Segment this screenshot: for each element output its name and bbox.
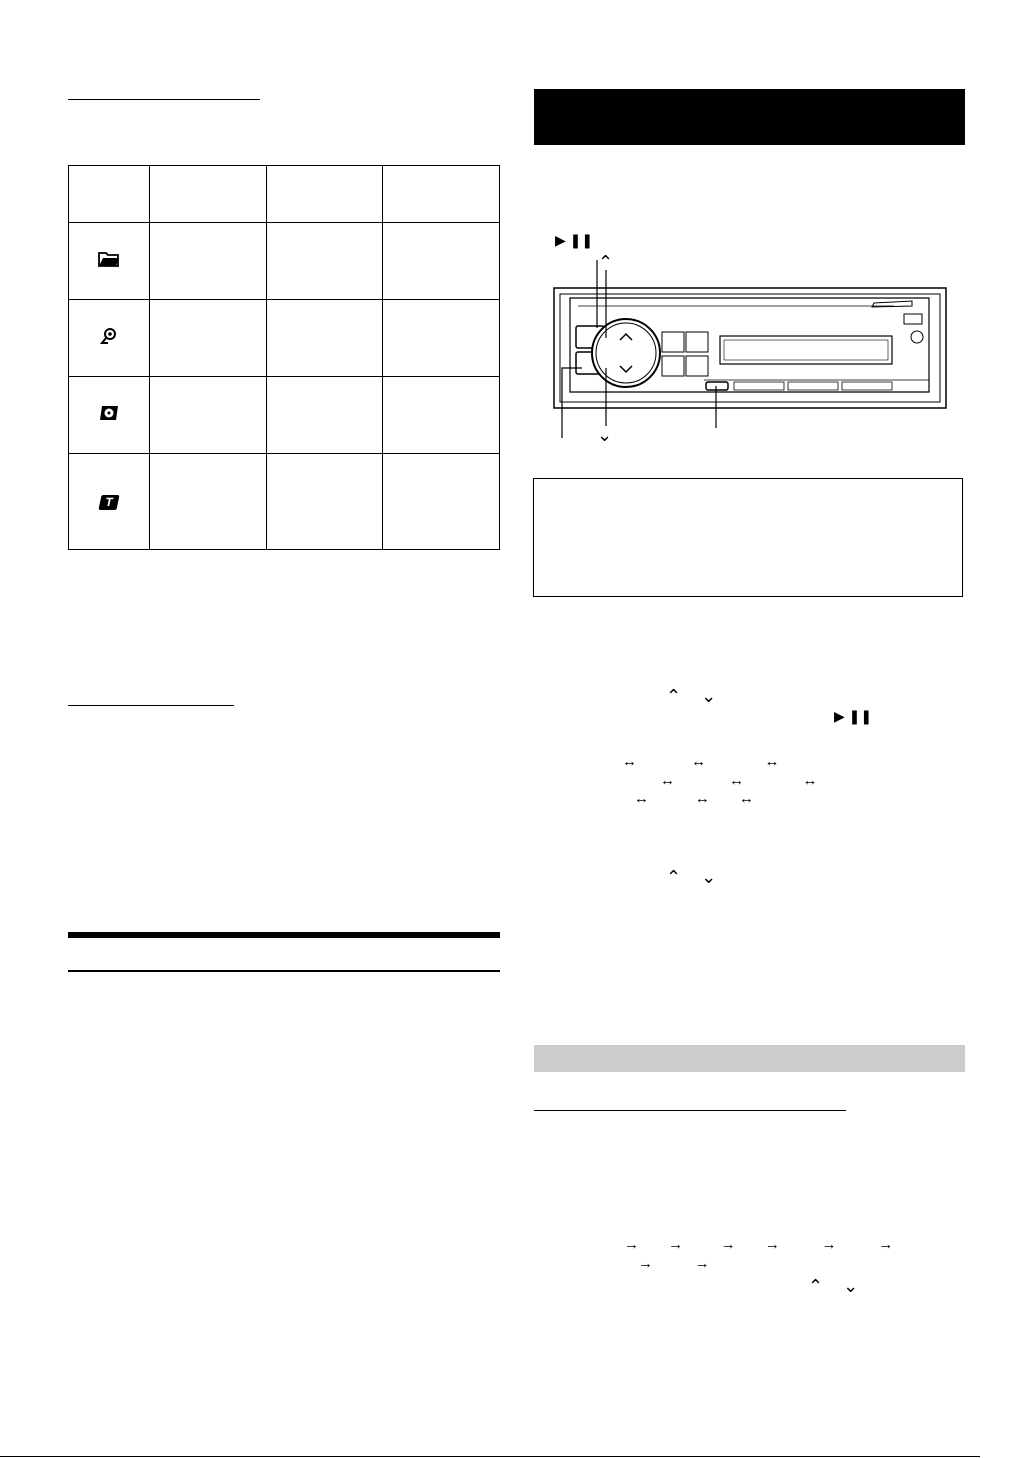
arrow-symbols: ⌃ ⌄: [808, 1276, 859, 1296]
section-divider-thin: [68, 970, 500, 972]
down-arrow-callout: ⌄: [597, 425, 613, 445]
table-cell: [383, 223, 500, 300]
artist-icon: [100, 327, 118, 345]
table-cell: [383, 377, 500, 454]
arrow-symbols: ⌃ ⌄: [666, 867, 717, 887]
table-cell: [383, 300, 500, 377]
table-cell: [150, 300, 267, 377]
title-icon: T: [98, 495, 119, 510]
table-cell: [266, 454, 383, 550]
note-box: [533, 478, 963, 597]
table-row: [69, 223, 500, 300]
play-pause-callout: ▶ ❚❚: [555, 232, 594, 248]
table-cell: [150, 454, 267, 550]
table-row: [69, 300, 500, 377]
section-divider-thick: [68, 932, 500, 938]
head-unit-illustration: [534, 240, 964, 440]
sequence-arrows: → → → → → →: [624, 1236, 894, 1253]
up-arrow-callout: ⌃: [598, 252, 614, 272]
table-row: [69, 454, 500, 550]
bidirectional-arrows: ↔ ↔ ↔: [634, 790, 755, 807]
table-cell: [266, 300, 383, 377]
table-cell: [69, 223, 150, 300]
icon-table: [68, 165, 500, 550]
table-cell: [69, 454, 150, 550]
bidirectional-arrows: ↔ ↔ ↔: [622, 753, 780, 770]
album-icon: [99, 405, 119, 421]
section-title-banner: [534, 89, 965, 145]
table-cell: [266, 166, 383, 223]
table-cell: [383, 454, 500, 550]
arrow-symbols: ⌃ ⌄: [666, 686, 717, 706]
table-cell: [69, 166, 150, 223]
table-row: [69, 377, 500, 454]
bidirectional-arrows: ↔ ↔ ↔: [660, 772, 818, 789]
table-cell: [383, 166, 500, 223]
subsection-bar: [534, 1045, 965, 1072]
table-cell: [69, 300, 150, 377]
table-cell: [266, 377, 383, 454]
table-cell: [150, 166, 267, 223]
table-header-row: [69, 166, 500, 223]
table-cell: [150, 223, 267, 300]
table-cell: [69, 377, 150, 454]
play-pause-symbol: ▶ ❚❚: [834, 708, 873, 724]
section-heading-underline: [534, 1110, 846, 1111]
table-cell: [266, 223, 383, 300]
sequence-arrows: → →: [638, 1255, 710, 1272]
section-heading-underline: [68, 99, 260, 100]
table-cell: [150, 377, 267, 454]
folder-icon: [98, 251, 120, 267]
page-footer-rule: [0, 1456, 980, 1457]
section-heading-underline: [68, 705, 234, 706]
